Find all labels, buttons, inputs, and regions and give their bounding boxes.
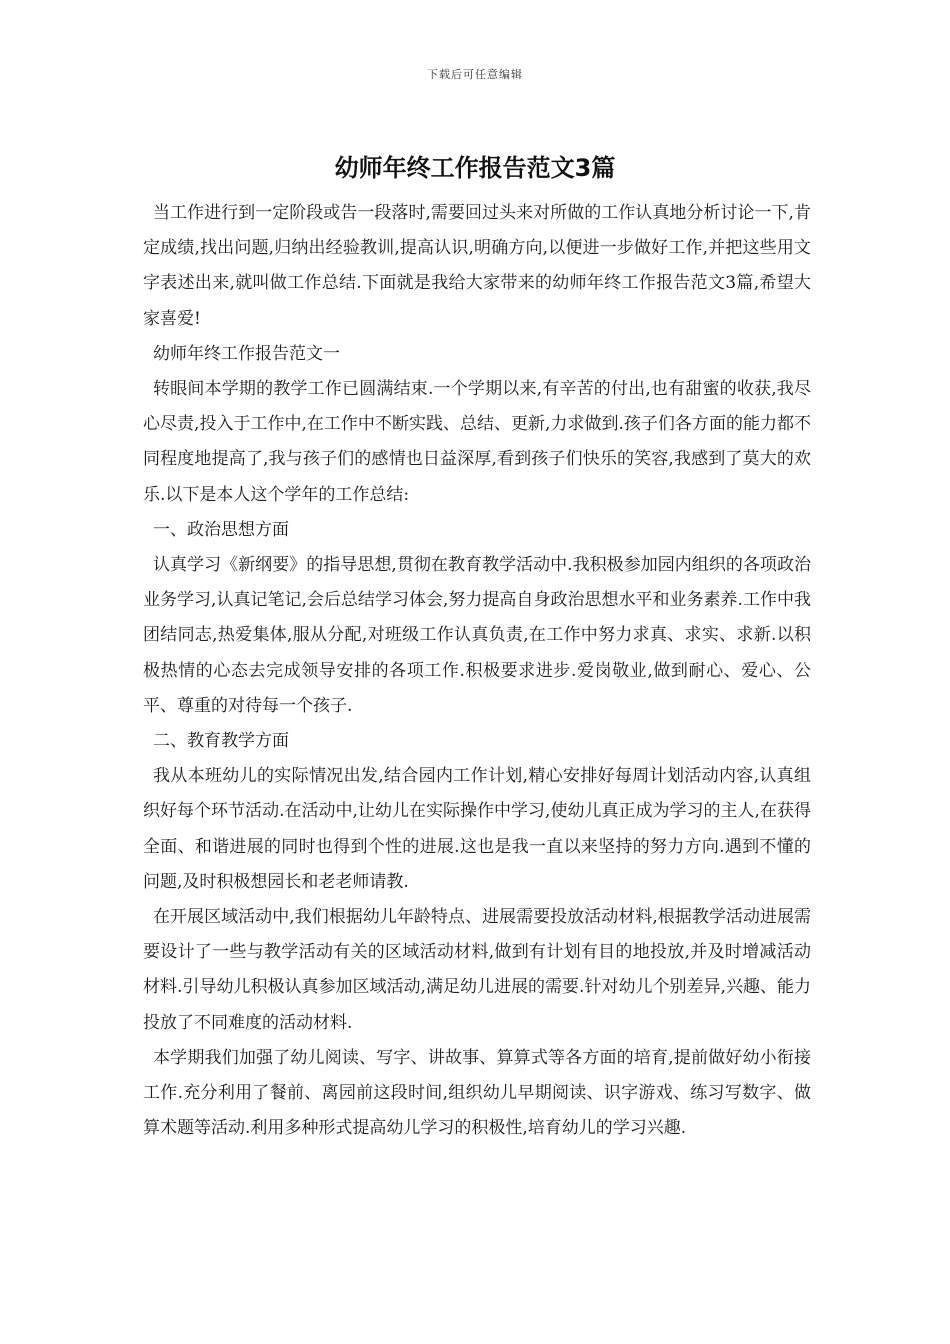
section-heading-political: 一、政治思想方面 [153,519,289,540]
section-heading-teaching: 二、教育教学方面 [153,731,289,752]
body-paragraph: 认真学习《新纲要》的指导思想,贯彻在教育教学活动中.我积极参加园内组织的各项政治业务学习,认真记笔记,会后总结学习体会,努力提高自身政治思想水平和业务素养.工作中我团结同志,热爱集体,服从分配,对班级工作认真负责,在工作中努力求真、求实、求新.以积极热情的心态去完成领导安排的各项工作.积极要求进步.爱岗敬业,做到耐心、爱心、公平、尊重的对待每一个孩子. [143,555,811,716]
body-paragraph: 本学期我们加强了幼儿阅读、写字、讲故事、算算式等各方面的培育,提前做好幼小衔接工作.充分利用了餐前、离园前这段时间,组织幼儿早期阅读、识字游戏、练习写数字、做算术题等活动.利用多种形式提高幼儿学习的积极性,培育幼儿的学习兴趣. [143,1047,811,1139]
intro-paragraph: 当工作进行到一定阶段或告一段落时,需要回过头来对所做的工作认真地分析讨论一下,肯定成绩,找出问题,归纳出经验教训,提高认识,明确方向,以便进一步做好工作,并把这些用文字表述出来,就叫做工作总结.下面就是我给大家带来的幼师年终工作报告范文3篇,希望大家喜爱! [143,203,811,329]
section-heading-sample-one: 幼师年终工作报告范文一 [153,343,340,364]
document-title: 幼师年终工作报告范文3篇 [334,154,616,182]
header-note: 下载后可任意编辑 [427,68,523,81]
body-paragraph: 转眼间本学期的教学工作已圆满结束.一个学期以来,有辛苦的付出,也有甜蜜的收获,我尽心尽责,投入于工作中,在工作中不断实践、总结、更新,力求做到.孩子们各方面的能力都不同程度地提高了,我与孩子们的感情也日益深厚,看到孩子们快乐的笑容,我感到了莫大的欢乐.以下是本人这个学年的工作总结: [143,379,811,505]
document-body [143,196,811,1146]
body-paragraph: 在开展区域活动中,我们根据幼儿年龄特点、进展需要投放活动材料,根据教学活动进展需要设计了一些与教学活动有关的区域活动材料,做到有计划有目的地投放,并及时增减活动材料.引导幼儿积极认真参加区域活动,满足幼儿进展的需要.针对幼儿个别差异,兴趣、能力投放了不同难度的活动材料. [143,907,811,1033]
body-paragraph: 我从本班幼儿的实际情况出发,结合园内工作计划,精心安排好每周计划活动内容,认真组织好每个环节活动.在活动中,让幼儿在实际操作中学习,使幼儿真正成为学习的主人,在获得全面、和谐进展的同时也得到个性的进展.这也是我一直以来坚持的努力方向.遇到不懂的问题,及时积极想园长和老老师请教. [143,766,811,892]
